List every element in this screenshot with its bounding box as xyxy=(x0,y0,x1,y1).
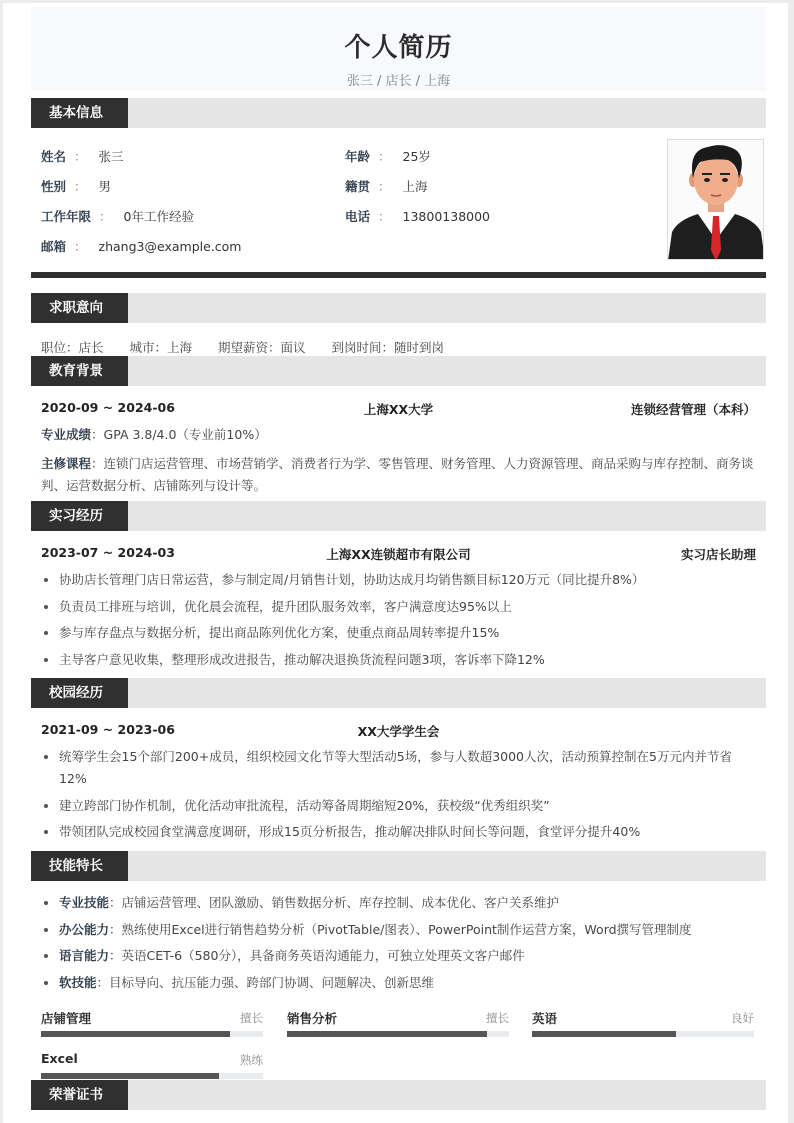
gpa-value: ：GPA 3.8/4.0（专业前10%） xyxy=(91,427,267,442)
intent-city: 城市：上海 xyxy=(129,340,193,355)
skill-name: 销售分析 xyxy=(287,1011,338,1026)
profile-photo xyxy=(667,139,764,260)
section-title: 校园经历 xyxy=(31,678,128,708)
progress-fill xyxy=(287,1031,487,1037)
internship-company: 上海XX连锁超市有限公司 xyxy=(326,547,471,562)
section-title: 荣誉证书 xyxy=(31,1080,128,1110)
skill-level: 熟练 xyxy=(240,1053,263,1067)
education-major: 连锁经营管理（本科） xyxy=(630,402,756,417)
intent-availability: 到岗时间：随时到岗 xyxy=(331,340,445,355)
education-gpa xyxy=(41,424,756,446)
section-header-basic-info xyxy=(31,98,766,128)
section-title: 实习经历 xyxy=(31,501,128,531)
intent-salary: 期望薪资：面议 xyxy=(218,340,306,355)
progress-track xyxy=(41,1031,263,1037)
skills-bullets xyxy=(41,892,756,998)
section-header-job-intent xyxy=(31,293,766,323)
info-label: 姓名 xyxy=(41,149,67,164)
list-item: 软技能：目标导向、抗压能力强、跨部门协调、问题解决、创新思维 xyxy=(41,972,756,994)
info-gender: 性别 ： 男 xyxy=(41,179,112,194)
list-item: 建立跨部门协作机制，优化活动审批流程，活动筹备周期缩短20%，获校级“优秀组织奖” xyxy=(41,795,756,817)
info-label: 电话 xyxy=(345,209,371,224)
list-item: 统筹学生会15个部门200+成员，组织校园文化节等大型活动5场，参与人数超3000人次，活动预算控制在5万元内并节省12% xyxy=(41,746,756,790)
info-hometown: 籍贯 ： 上海 xyxy=(345,179,428,194)
section-title: 技能特长 xyxy=(31,851,128,881)
info-label: 籍贯 xyxy=(345,179,371,194)
skill-bar-english xyxy=(532,1009,754,1027)
section-title: 求职意向 xyxy=(31,293,128,323)
progress-fill xyxy=(532,1031,676,1037)
list-item: 协助店长管理门店日常运营，参与制定周/月销售计划，协助达成月均销售额目标120万元（同比提升8%） xyxy=(41,569,756,591)
info-value: 上海 xyxy=(402,179,428,194)
info-label: 邮箱 xyxy=(41,239,67,254)
campus-bullets xyxy=(41,746,756,848)
section-header-campus xyxy=(31,678,766,708)
section-header-honors xyxy=(31,1080,766,1110)
info-value: 25岁 xyxy=(402,149,431,164)
list-item: 带领团队完成校园食堂满意度调研，形成15页分析报告，推动解决排队时间长等问题，食堂评分提升40% xyxy=(41,821,756,843)
section-header-skills xyxy=(31,851,766,881)
info-label: 工作年限 xyxy=(41,209,92,224)
skill-name: Excel xyxy=(41,1051,78,1066)
campus-org: XX大学学生会 xyxy=(357,724,440,739)
skill-bar-sales-analysis xyxy=(287,1009,509,1027)
info-label: 性别 xyxy=(41,179,67,194)
internship-period: 2023-07 ~ 2024-03 xyxy=(41,545,175,560)
info-age: 年龄 ： 25岁 xyxy=(345,149,431,164)
section-title: 教育背景 xyxy=(31,356,128,386)
section-header-education xyxy=(31,356,766,386)
education-entry-header xyxy=(41,400,756,415)
skill-bar-excel xyxy=(41,1051,263,1066)
info-label: 年龄 xyxy=(345,149,371,164)
campus-period: 2021-09 ~ 2023-06 xyxy=(41,722,175,737)
section-header-internship xyxy=(31,501,766,531)
resume-page xyxy=(3,3,788,1123)
internship-bullets xyxy=(41,569,756,675)
job-intent-line xyxy=(41,338,470,356)
skill-name: 英语 xyxy=(532,1011,558,1026)
list-item: 语言能力：英语CET-6（580分），具备商务英语沟通能力，可独立处理英文客户邮件 xyxy=(41,945,756,967)
education-school: 上海XX大学 xyxy=(363,402,434,417)
resume-header xyxy=(31,7,766,91)
page-subtitle: 张三 / 店长 / 上海 xyxy=(346,74,451,89)
list-item: 参与库存盘点与数据分析，提出商品陈列优化方案，使重点商品周转率提升15% xyxy=(41,622,756,644)
courses-value: ：连锁门店运营管理、市场营销学、消费者行为学、零售管理、财务管理、人力资源管理、商品采购与库存控制、商务谈判、运营数据分析、店铺陈列与设计等。 xyxy=(41,456,754,493)
info-name: 姓名 ： 张三 xyxy=(41,149,124,164)
progress-fill xyxy=(41,1031,230,1037)
education-period: 2020-09 ~ 2024-06 xyxy=(41,400,175,415)
gpa-label: 专业成绩 xyxy=(41,427,92,442)
skill-bar-store-management xyxy=(41,1009,263,1027)
education-courses xyxy=(41,453,756,497)
info-value: 13800138000 xyxy=(402,209,491,224)
info-value: 张三 xyxy=(98,149,124,164)
avatar-illustration-icon xyxy=(668,140,764,260)
info-email: 邮箱 ： zhang3@example.com xyxy=(41,239,242,254)
campus-entry-header xyxy=(41,722,756,737)
intent-position: 职位：店长 xyxy=(41,340,104,355)
progress-track xyxy=(287,1031,509,1037)
info-phone: 电话 ： 13800138000 xyxy=(345,209,491,224)
progress-track xyxy=(41,1073,263,1079)
internship-role: 实习店长助理 xyxy=(680,547,756,562)
list-item: 办公能力：熟练使用Excel进行销售趋势分析（PivotTable/图表）、PowerPoint制作运营方案，Word撰写管理制度 xyxy=(41,919,756,941)
email-link[interactable]: zhang3@example.com xyxy=(98,239,242,254)
list-item: 专业技能：店铺运营管理、团队激励、销售数据分析、库存控制、成本优化、客户关系维护 xyxy=(41,892,756,914)
list-item: 负责员工排班与培训，优化晨会流程，提升团队服务效率，客户满意度达95%以上 xyxy=(41,596,756,618)
skill-level: 良好 xyxy=(731,1011,754,1025)
skill-name: 店铺管理 xyxy=(41,1011,92,1026)
progress-track xyxy=(532,1031,754,1037)
info-value: 0年工作经验 xyxy=(123,209,194,224)
page-title: 个人简历 xyxy=(344,33,453,63)
skill-level: 擅长 xyxy=(486,1011,509,1025)
list-item: 主导客户意见收集，整理形成改进报告，推动解决退换货流程问题3项，客诉率下降12% xyxy=(41,649,756,671)
divider xyxy=(31,272,766,278)
info-work-years: 工作年限 ： 0年工作经验 xyxy=(41,209,194,224)
progress-fill xyxy=(41,1073,219,1079)
section-title: 基本信息 xyxy=(31,98,128,128)
internship-entry-header xyxy=(41,545,756,560)
courses-label: 主修课程 xyxy=(41,456,92,471)
skill-level: 擅长 xyxy=(240,1011,263,1025)
info-value: 男 xyxy=(98,179,112,194)
